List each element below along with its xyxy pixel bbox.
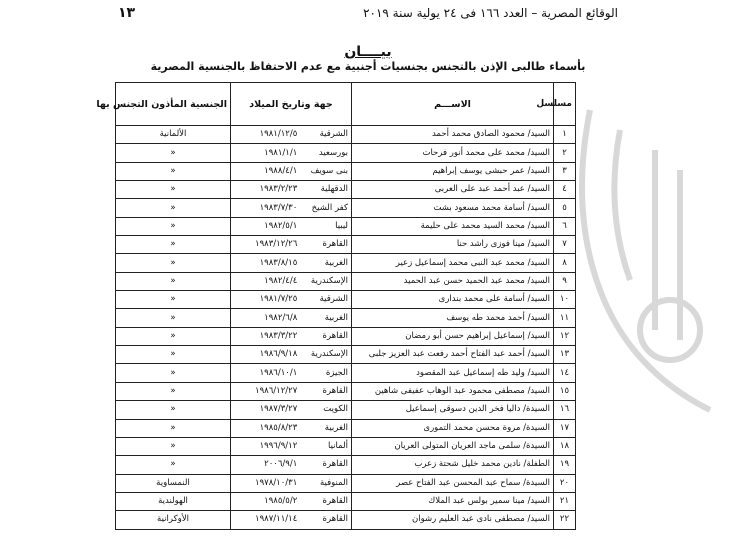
serial-cell: ١٩ [554, 456, 576, 474]
table-row [116, 272, 576, 290]
birth-cell [231, 199, 352, 217]
table-row [116, 291, 576, 309]
serial-cell: ٢٠ [554, 474, 576, 492]
table-row [116, 309, 576, 327]
serial-header: مسلسل [554, 83, 576, 126]
birth-place: الجيزة [325, 367, 348, 378]
birth-date: ١٩٨١/٧/٢٥ [259, 294, 298, 305]
table-header-row [116, 83, 576, 126]
birth-place: بنى سويف [310, 165, 348, 176]
birth-place: الإسكندرية [310, 275, 348, 286]
page-subtitle: بأسماء طالبى الإذن بالتجنس بجنسيات أجنبية مع عدم الاحتفاظ بالجنسية المصرية [150, 60, 586, 73]
nationality-cell: « [116, 346, 231, 364]
birth-date: ١٩٨٦/١٢/٢٧ [255, 385, 298, 396]
nationality-cell: « [116, 181, 231, 199]
nationality-cell: « [116, 382, 231, 400]
nationality-cell: « [116, 456, 231, 474]
nationality-cell: « [116, 236, 231, 254]
birth-date: ١٩٨٣/٢/٢٣ [259, 184, 298, 195]
name-header: الاســـم [352, 83, 554, 126]
birth-cell [231, 309, 352, 327]
serial-cell: ١١ [554, 309, 576, 327]
name-cell: السيد/ عبد أحمد عبد على العربى [352, 181, 554, 199]
serial-cell: ١ [554, 126, 576, 144]
table-row [116, 199, 576, 217]
name-cell: السيد/ محمد عبد النبى محمد إسماعيل زعير [352, 254, 554, 272]
serial-cell: ٣ [554, 162, 576, 180]
name-cell: السيد/ محمد على محمد أنور فرحات [352, 144, 554, 162]
table-row [116, 236, 576, 254]
table-row [116, 492, 576, 510]
serial-cell: ٢٢ [554, 511, 576, 529]
birth-place: القاهرة [322, 514, 348, 525]
birth-cell [231, 254, 352, 272]
birth-cell [231, 217, 352, 235]
birth-date: ١٩٨٣/٧/٣٠ [259, 202, 298, 213]
table-row [116, 456, 576, 474]
birth-place: القاهرة [322, 496, 348, 507]
serial-cell: ١٣ [554, 346, 576, 364]
serial-cell: ١٨ [554, 437, 576, 455]
gazette-header [118, 5, 618, 23]
gazette-line: الوقائع المصرية – العدد ١٦٦ فى ٢٤ يولية سنة ٢٠١٩ [363, 6, 618, 20]
nationality-cell: النمساوية [116, 474, 231, 492]
table-row [116, 327, 576, 345]
serial-cell: ٨ [554, 254, 576, 272]
name-cell: الطفلة/ نادين محمد خليل شحتة زعرب [352, 456, 554, 474]
serial-cell: ٥ [554, 199, 576, 217]
name-cell: السيد/ وليد طه إسماعيل عبد المقصود [352, 364, 554, 382]
birth-place: القاهرة [322, 385, 348, 396]
name-cell: السيد/ مينا فوزى راشد حنا [352, 236, 554, 254]
table-row [116, 126, 576, 144]
birth-place: كفر الشيخ [311, 202, 348, 213]
birth-date: ١٩٩٦/٩/١٢ [259, 441, 298, 452]
birth-date: ١٩٨١/١/١ [264, 147, 298, 158]
birth-cell [231, 181, 352, 199]
birth-cell [231, 291, 352, 309]
birth-date: ١٩٨٨/٤/١ [264, 165, 298, 176]
table-row [116, 254, 576, 272]
nationality-cell: « [116, 327, 231, 345]
birth-date: ١٩٨٢/٦/٨ [264, 312, 298, 323]
birth-date: ١٩٨٧/١١/١٤ [255, 514, 298, 525]
table-row [116, 419, 576, 437]
page-title: بيــــان [344, 44, 392, 60]
serial-cell: ١٤ [554, 364, 576, 382]
nationality-cell: « [116, 364, 231, 382]
table-row [116, 437, 576, 455]
name-cell: السيدة/ سماح عبد المحسن عبد الفتاح عصر [352, 474, 554, 492]
table-row [116, 346, 576, 364]
birth-place: القاهرة [322, 459, 348, 470]
birth-cell [231, 401, 352, 419]
birth-date: ١٩٨٦/٩/١٨ [259, 349, 298, 360]
serial-cell: ٦ [554, 217, 576, 235]
nationality-cell: « [116, 437, 231, 455]
birth-date: ٢٠٠٦/٩/١ [264, 459, 298, 470]
table-row [116, 401, 576, 419]
birth-place: ليبيا [335, 220, 348, 231]
birth-cell [231, 419, 352, 437]
name-cell: السيد/ مصطفى نادى عبد العليم رشوان [352, 511, 554, 529]
birth-cell [231, 511, 352, 529]
nationality-cell: « [116, 401, 231, 419]
nationality-cell: الأوكرانية [116, 511, 231, 529]
table-row [116, 144, 576, 162]
birth-cell [231, 382, 352, 400]
nationality-cell: « [116, 309, 231, 327]
birth-place: المنوفية [319, 477, 348, 488]
serial-cell: ١٧ [554, 419, 576, 437]
name-cell: السيد/ محمد السيد محمد على حليمة [352, 217, 554, 235]
birth-cell [231, 437, 352, 455]
birth-date: ١٩٨٦/١٠/١ [259, 367, 298, 378]
name-cell: السيد/ محمد عبد الحميد حسن عبد الحميد [352, 272, 554, 290]
table-row [116, 511, 576, 529]
name-cell: السيد/ أحمد محمد طه يوسف [352, 309, 554, 327]
birth-place: ألمانيا [328, 441, 348, 452]
birth-date: ١٩٨٥/٨/٢٣ [259, 422, 298, 433]
birth-date: ١٩٨٥/٥/٢ [264, 496, 298, 507]
name-cell: السيد/ أسامة على محمد بندارى [352, 291, 554, 309]
birth-cell [231, 364, 352, 382]
name-cell: السيد/ مينا سمير بولس عبد الملاك [352, 492, 554, 510]
birth-place: الكويت [323, 404, 348, 415]
birth-date: ١٩٨٣/٨/١٥ [259, 257, 298, 268]
birth-cell [231, 456, 352, 474]
birth-date: ١٩٨٢/٥/١ [264, 220, 298, 231]
nationality-cell: « [116, 254, 231, 272]
birth-cell [231, 474, 352, 492]
nationality-cell: « [116, 272, 231, 290]
birth-place: الإسكندرية [310, 349, 348, 360]
table-row [116, 382, 576, 400]
birth-place: الشرقية [319, 294, 348, 305]
birth-header: جهة وتاريخ الميلاد [231, 83, 352, 126]
applicants-table [96, 82, 576, 530]
nationality-cell: « [116, 144, 231, 162]
birth-cell [231, 162, 352, 180]
table-row [116, 217, 576, 235]
nationality-cell: « [116, 419, 231, 437]
birth-date: ١٩٨٧/٣/٢٧ [259, 404, 298, 415]
table-row [116, 162, 576, 180]
serial-cell: ١٥ [554, 382, 576, 400]
nationality-cell: « [116, 199, 231, 217]
birth-cell [231, 236, 352, 254]
table-row [116, 474, 576, 492]
serial-cell: ٤ [554, 181, 576, 199]
birth-date: ١٩٨٣/١٢/٢٦ [255, 239, 298, 250]
name-cell: السيد/ عمر حبشى يوسف إبراهيم [352, 162, 554, 180]
birth-date: ١٩٨٣/٣/٢٢ [259, 330, 298, 341]
nationality-cell: « [116, 217, 231, 235]
birth-cell [231, 327, 352, 345]
serial-cell: ٩ [554, 272, 576, 290]
birth-cell [231, 492, 352, 510]
birth-place: القاهرة [322, 330, 348, 341]
birth-place: بورسعيد [318, 147, 348, 158]
serial-cell: ٢ [554, 144, 576, 162]
name-cell: السيد/ أحمد عبد الفتاح أحمد رفعت عبد العزيز جلبى [352, 346, 554, 364]
serial-cell: ١٠ [554, 291, 576, 309]
birth-cell [231, 126, 352, 144]
watermark-seal [560, 90, 740, 420]
page-number: ١٣ [118, 5, 136, 21]
name-cell: السيدة/ داليا فخر الدين دسوقى إسماعيل [352, 401, 554, 419]
serial-cell: ١٦ [554, 401, 576, 419]
name-cell: السيد/ مصطفى محمود عبد الوهاب عفيفى شاهين [352, 382, 554, 400]
table-row [116, 181, 576, 199]
birth-date: ١٩٨١/١٢/٥ [259, 129, 298, 140]
nationality-cell: « [116, 162, 231, 180]
nationality-cell: الهولندية [116, 492, 231, 510]
nationality-cell: « [116, 291, 231, 309]
nationality-header: الجنسية المأذون التجنس بها [116, 83, 231, 126]
birth-place: القاهرة [322, 239, 348, 250]
name-cell: السيد/ أسامة محمد مسعود بشت [352, 199, 554, 217]
serial-cell: ١٢ [554, 327, 576, 345]
table-row [116, 364, 576, 382]
birth-date: ١٩٧٨/١٠/٣١ [255, 477, 298, 488]
birth-date: ١٩٨٢/٤/٤ [264, 275, 298, 286]
nationality-cell: الألمانية [116, 126, 231, 144]
birth-place: الشرقية [319, 129, 348, 140]
serial-cell: ٧ [554, 236, 576, 254]
birth-cell [231, 346, 352, 364]
name-cell: السيدة/ سلمى ماجد العريان المتولى العريان [352, 437, 554, 455]
name-cell: السيدة/ مروة محسن محمد التمورى [352, 419, 554, 437]
name-cell: السيد/ محمود الصادق محمد أحمد [352, 126, 554, 144]
name-cell: السيد/ إسماعيل إبراهيم حسن أبو رمضان [352, 327, 554, 345]
birth-place: الغربية [324, 422, 348, 433]
birth-cell [231, 272, 352, 290]
birth-place: الغربية [324, 257, 348, 268]
serial-cell: ٢١ [554, 492, 576, 510]
birth-place: الغربية [324, 312, 348, 323]
birth-cell [231, 144, 352, 162]
birth-place: الدقهلية [320, 184, 348, 195]
